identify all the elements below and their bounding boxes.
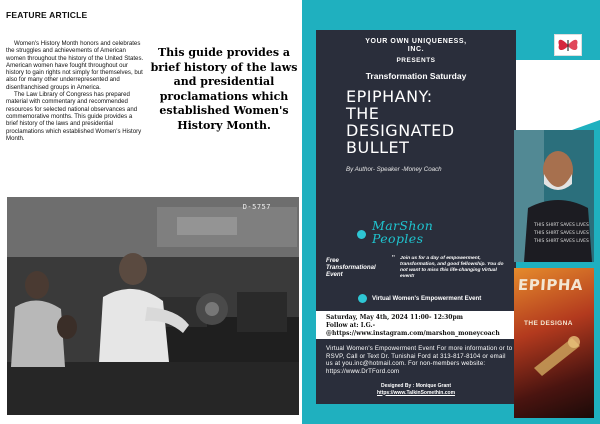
flyer-org-line-1: YOUR OWN UNIQUENESS, <box>365 38 467 45</box>
right-page <box>302 0 600 424</box>
historic-factory-photo <box>7 197 299 415</box>
feature-article-label: FEATURE ARTICLE <box>6 10 88 20</box>
virtual-event-label: Virtual Women's Empowerment Event <box>372 295 482 302</box>
organization-logo <box>554 34 582 56</box>
event-date: Saturday, May 4th, 2024 11:00- 12:30pm <box>326 314 464 321</box>
invite-text: Join us for a day of empowerment, transformation, and good fellowship. You do not want to miss this life-changing Virtual event! <box>400 256 504 279</box>
flyer-byline: By Author- Speaker -Money Coach <box>346 166 442 173</box>
svg-text:THIS SHIRT SAVES LIVES: THIS SHIRT SAVES LIVES <box>534 239 589 244</box>
speaker-portrait <box>514 130 594 262</box>
speaker-name-line-2: Peoples <box>372 230 424 246</box>
flyer-headline-line-4: BULLET <box>346 138 410 157</box>
butterfly-logo-icon <box>555 35 581 55</box>
flyer-headline-line-2: THE <box>346 104 380 123</box>
speaker-name <box>372 220 433 245</box>
book-title: EPIPHA <box>517 276 584 294</box>
contact-info: Virtual Women's Empowerment Event For more information or to RSVP, Call or Text Dr. Tunishai Ford at 313-817-8104 or email us at you.inc@hotmail.com. For non-members website: https://www.DrTFord.com <box>326 345 513 375</box>
virtual-event-icon <box>358 294 367 303</box>
article-body <box>6 40 144 142</box>
follow-label: Follow at: I.G.- <box>326 321 376 329</box>
speaker-name-line-1: MarShon <box>372 218 434 233</box>
virtual-event-row <box>358 294 481 303</box>
flyer-event-title: Transformation Saturday <box>365 71 467 81</box>
flyer-presents: PRESENTS <box>396 57 436 64</box>
book-subtitle: THE DESIGNA <box>524 320 573 327</box>
flyer-headline-line-1: EPIPHANY: <box>346 87 433 106</box>
speaker-bullet-icon <box>357 230 366 239</box>
pull-quote: This guide provides a brief history of the laws and presidential proclamations which established Women's History Month. <box>150 46 298 132</box>
flyer-headline-line-3: DESIGNATED <box>346 121 455 140</box>
svg-text:THIS SHIRT SAVES LIVES: THIS SHIRT SAVES LIVES <box>534 231 589 236</box>
flyer-organization <box>316 38 516 54</box>
designer-website-link[interactable]: https://www.TalkinSomethin.com <box>376 389 456 396</box>
instagram-link[interactable]: @https://www.instagram.com/marshon_moneycoach <box>326 329 500 337</box>
svg-text:THIS SHIRT SAVES LIVES: THIS SHIRT SAVES LIVES <box>534 223 589 228</box>
designer-credit <box>316 383 516 396</box>
book-cover <box>514 268 594 418</box>
photo-negative-code: D-5757 <box>242 203 271 211</box>
bullet-graphic <box>514 268 594 418</box>
quote-mark-icon: " <box>392 254 395 263</box>
factory-scene-illustration <box>7 197 299 415</box>
flyer-headline <box>346 88 514 156</box>
event-date-info <box>326 314 500 337</box>
article-paragraph-1: Women's History Month honors and celebrates the struggles and achievements of American women throughout the history of the United States. American women have fought throughout our history to gain rights not simply for themselves, but also for many other underrepresented and disenfranchised groups in America. <box>6 40 144 91</box>
event-flyer <box>316 30 516 404</box>
flyer-org-line-2: INC. <box>407 46 425 53</box>
article-paragraph-2: The Law Library of Congress has prepared material with commentary and recommended resources for selected national observances and commemorative months. This guide provides a brief history of the laws and presidential proclamations which established Women's History Month. <box>6 91 142 142</box>
free-event-label: Free Transformational Event <box>326 257 376 279</box>
designer-name: Designed By : Monique Grant <box>380 383 451 389</box>
speaker-photo-illustration <box>514 130 594 262</box>
